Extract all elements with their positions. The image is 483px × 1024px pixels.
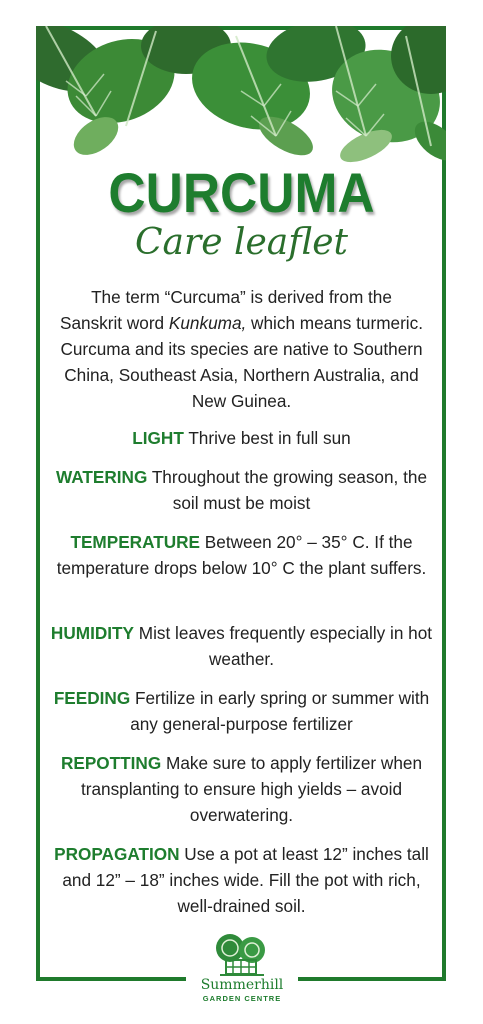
section-text: Fertilize in early spring or summer with any general-purpose fertilizer — [130, 688, 430, 734]
section-label: REPOTTING — [60, 753, 162, 773]
section-text: Make sure to apply fertilizer when transplanting to ensure high yields – avoid overwatering. — [80, 753, 423, 825]
tropical-leaves-illustration — [36, 26, 446, 166]
section-text: Thrive best in full sun — [188, 428, 351, 448]
section-label: HUMIDITY — [50, 623, 134, 643]
leaflet-subtitle: Care leaflet — [134, 222, 349, 263]
section-label: WATERING — [56, 467, 148, 487]
section-feeding — [50, 685, 433, 737]
section-text: Mist leaves frequently especially in hot weather. — [138, 623, 433, 669]
section-propagation — [50, 841, 433, 919]
intro-paragraph — [60, 284, 423, 414]
section-temperature — [50, 529, 433, 581]
leaflet-title: CURCUMA — [108, 161, 375, 224]
section-text: Use a pot at least 12” inches tall and 12” – 18” inches wide. Fill the pot with rich, well-drained soil. — [62, 844, 429, 916]
summerhill-logo — [186, 930, 298, 1010]
intro-italic-word: Kunkuma, — [168, 313, 247, 333]
section-text: Between 20° – 35° C. If the temperature drops below 10° C the plant suffers. — [56, 532, 427, 578]
section-text: Throughout the growing season, the soil must be moist — [151, 467, 427, 513]
section-label: LIGHT — [132, 428, 184, 448]
tree-icon — [186, 930, 298, 978]
section-label: FEEDING — [53, 688, 131, 708]
intro-text-continued: which means turmeric. Curcuma and its species are native to Southern China, Southeast Asia, Northern Australia, and New Guinea. — [60, 313, 423, 411]
intro-text: The term “Curcuma” is derived from the Sanskrit word — [60, 287, 392, 333]
section-label: TEMPERATURE — [70, 532, 201, 552]
section-humidity — [50, 620, 433, 672]
section-light — [50, 425, 433, 451]
section-repotting — [50, 750, 433, 828]
brand-tagline: GARDEN CENTRE — [202, 994, 282, 1003]
section-label: PROPAGATION — [54, 844, 180, 864]
section-watering — [50, 464, 433, 516]
brand-name: Summerhill — [200, 977, 284, 993]
